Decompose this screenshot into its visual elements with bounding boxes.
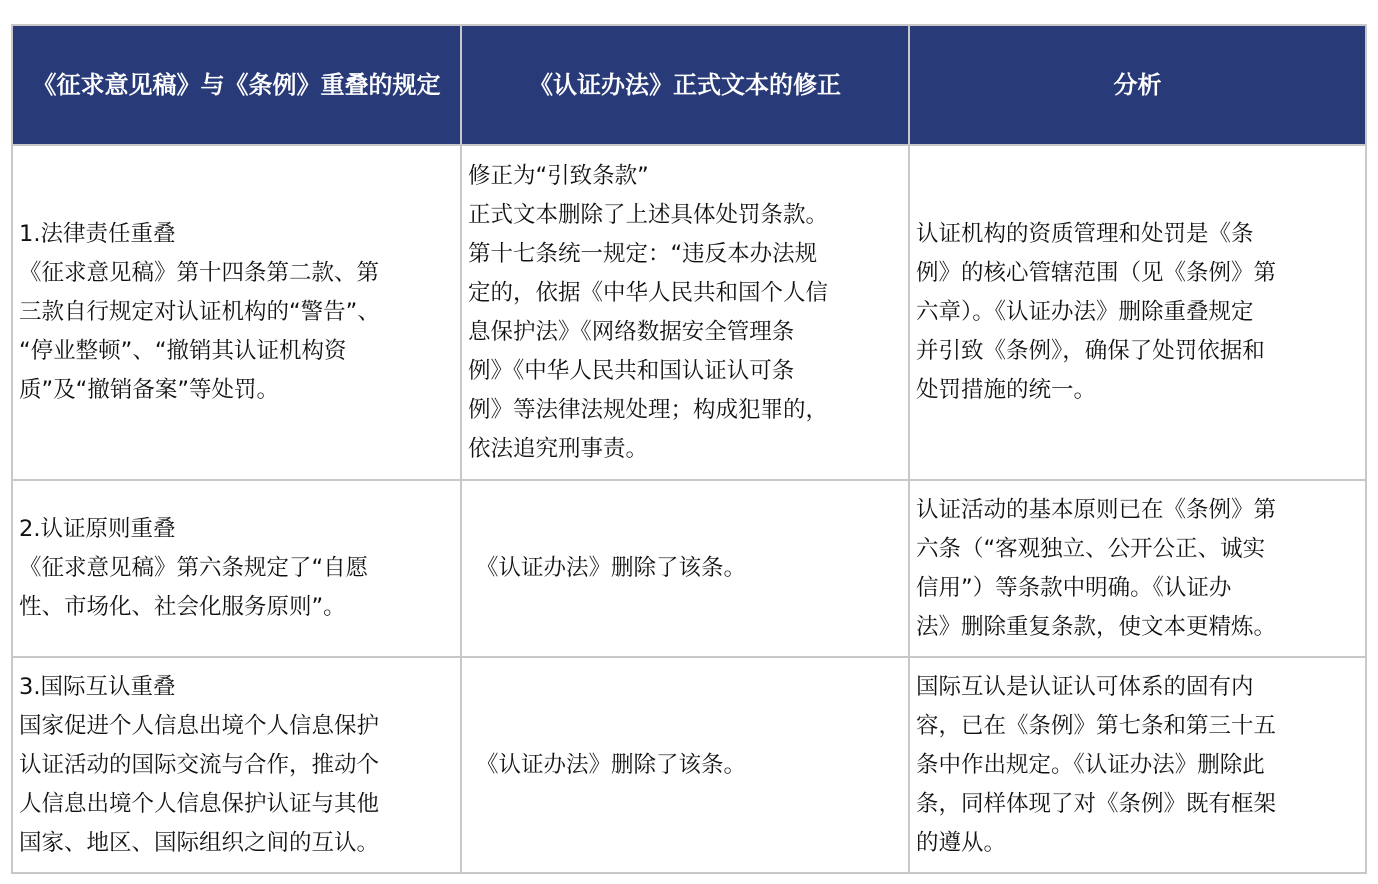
cell-line: 六条（“客观独立、公开公正、诚实 — [916, 535, 1266, 562]
cell-line: 人信息出境个人信息保护认证与其他 — [19, 790, 380, 817]
header-row — [12, 25, 1366, 145]
cell-overlap — [12, 145, 461, 480]
cell-analysis — [909, 145, 1366, 480]
cell-line: “停业整顿”、“撤销其认证机构资 — [19, 338, 347, 364]
cell-line: 国家促进个人信息出境个人信息保护 — [19, 712, 380, 739]
cell-line: 并引致《条例》，确保了处罚依据和 — [916, 338, 1265, 364]
cell-overlap — [12, 657, 461, 873]
cell-line: 例》的核心管辖范围（见《条例》第 — [916, 260, 1277, 286]
cell-line: 容，已在《条例》第七条和第三十五 — [916, 712, 1277, 739]
cell-line: 处罚措施的统一。 — [916, 377, 1097, 403]
comparison-table — [11, 24, 1367, 874]
cell-line: 《征求意见稿》第六条规定了“自愿 — [19, 555, 369, 581]
cell-revision — [461, 480, 909, 657]
cell-line: 信用”）等条款中明确。《认证办 — [916, 574, 1232, 601]
table-row — [12, 480, 1366, 657]
header-overlap-provisions: 《征求意见稿》与《条例》重叠的规定 — [12, 25, 461, 145]
table-row — [12, 657, 1366, 873]
header-analysis: 分析 — [909, 25, 1366, 145]
cell-line: 正式文本删除了上述具体处罚条款。 — [468, 201, 829, 228]
cell-line: 《认证办法》删除了该条。 — [476, 751, 747, 778]
cell-line: 例》《中华人民共和国认证认可条 — [468, 357, 795, 384]
cell-line: 依法追究刑事责。 — [468, 435, 649, 462]
cell-line: 三款自行规定对认证机构的“警告”、 — [19, 299, 380, 325]
table-row — [12, 145, 1366, 480]
cell-line: 认证活动的国际交流与合作，推动个 — [19, 751, 380, 778]
cell-line: 条中作出规定。《认证办法》删除此 — [916, 751, 1265, 778]
cell-title: 3.国际互认重叠 — [19, 673, 176, 700]
cell-title: 1.法律责任重叠 — [19, 221, 176, 247]
cell-line: 性、市场化、社会化服务原则”。 — [19, 594, 346, 620]
cell-line: 第十七条统一规定：“违反本办法规 — [468, 240, 818, 267]
cell-analysis — [909, 480, 1366, 657]
cell-line: 例》等法律法规处理；构成犯罪的， — [468, 396, 829, 423]
cell-line: 认证机构的资质管理和处罚是《条 — [916, 221, 1254, 247]
cell-line: 法》删除重复条款，使文本更精炼。 — [916, 613, 1277, 640]
cell-line: 息保护法》《网络数据安全管理条 — [468, 318, 795, 345]
cell-title: 2.认证原则重叠 — [19, 516, 176, 542]
cell-line: 国际互认是认证认可体系的固有内 — [916, 673, 1254, 700]
cell-line: 的遵从。 — [916, 829, 1007, 856]
cell-revision — [461, 657, 909, 873]
cell-line: 修正为“引致条款” — [468, 162, 649, 189]
cell-overlap — [12, 480, 461, 657]
cell-line: 质”及“撤销备案”等处罚。 — [19, 377, 279, 403]
cell-line: 《征求意见稿》第十四条第二款、第 — [19, 260, 380, 286]
cell-analysis — [909, 657, 1366, 873]
cell-line: 定的，依据《中华人民共和国个人信 — [468, 279, 829, 306]
header-official-text-revision: 《认证办法》正式文本的修正 — [461, 25, 909, 145]
cell-line: 认证活动的基本原则已在《条例》第 — [916, 496, 1277, 523]
cell-line: 《认证办法》删除了该条。 — [476, 555, 747, 581]
cell-revision — [461, 145, 909, 480]
cell-line: 六章）。《认证办法》删除重叠规定 — [916, 299, 1254, 325]
cell-line: 条，同样体现了对《条例》既有框架 — [916, 790, 1277, 817]
cell-line: 国家、地区、国际组织之间的互认。 — [19, 829, 380, 856]
